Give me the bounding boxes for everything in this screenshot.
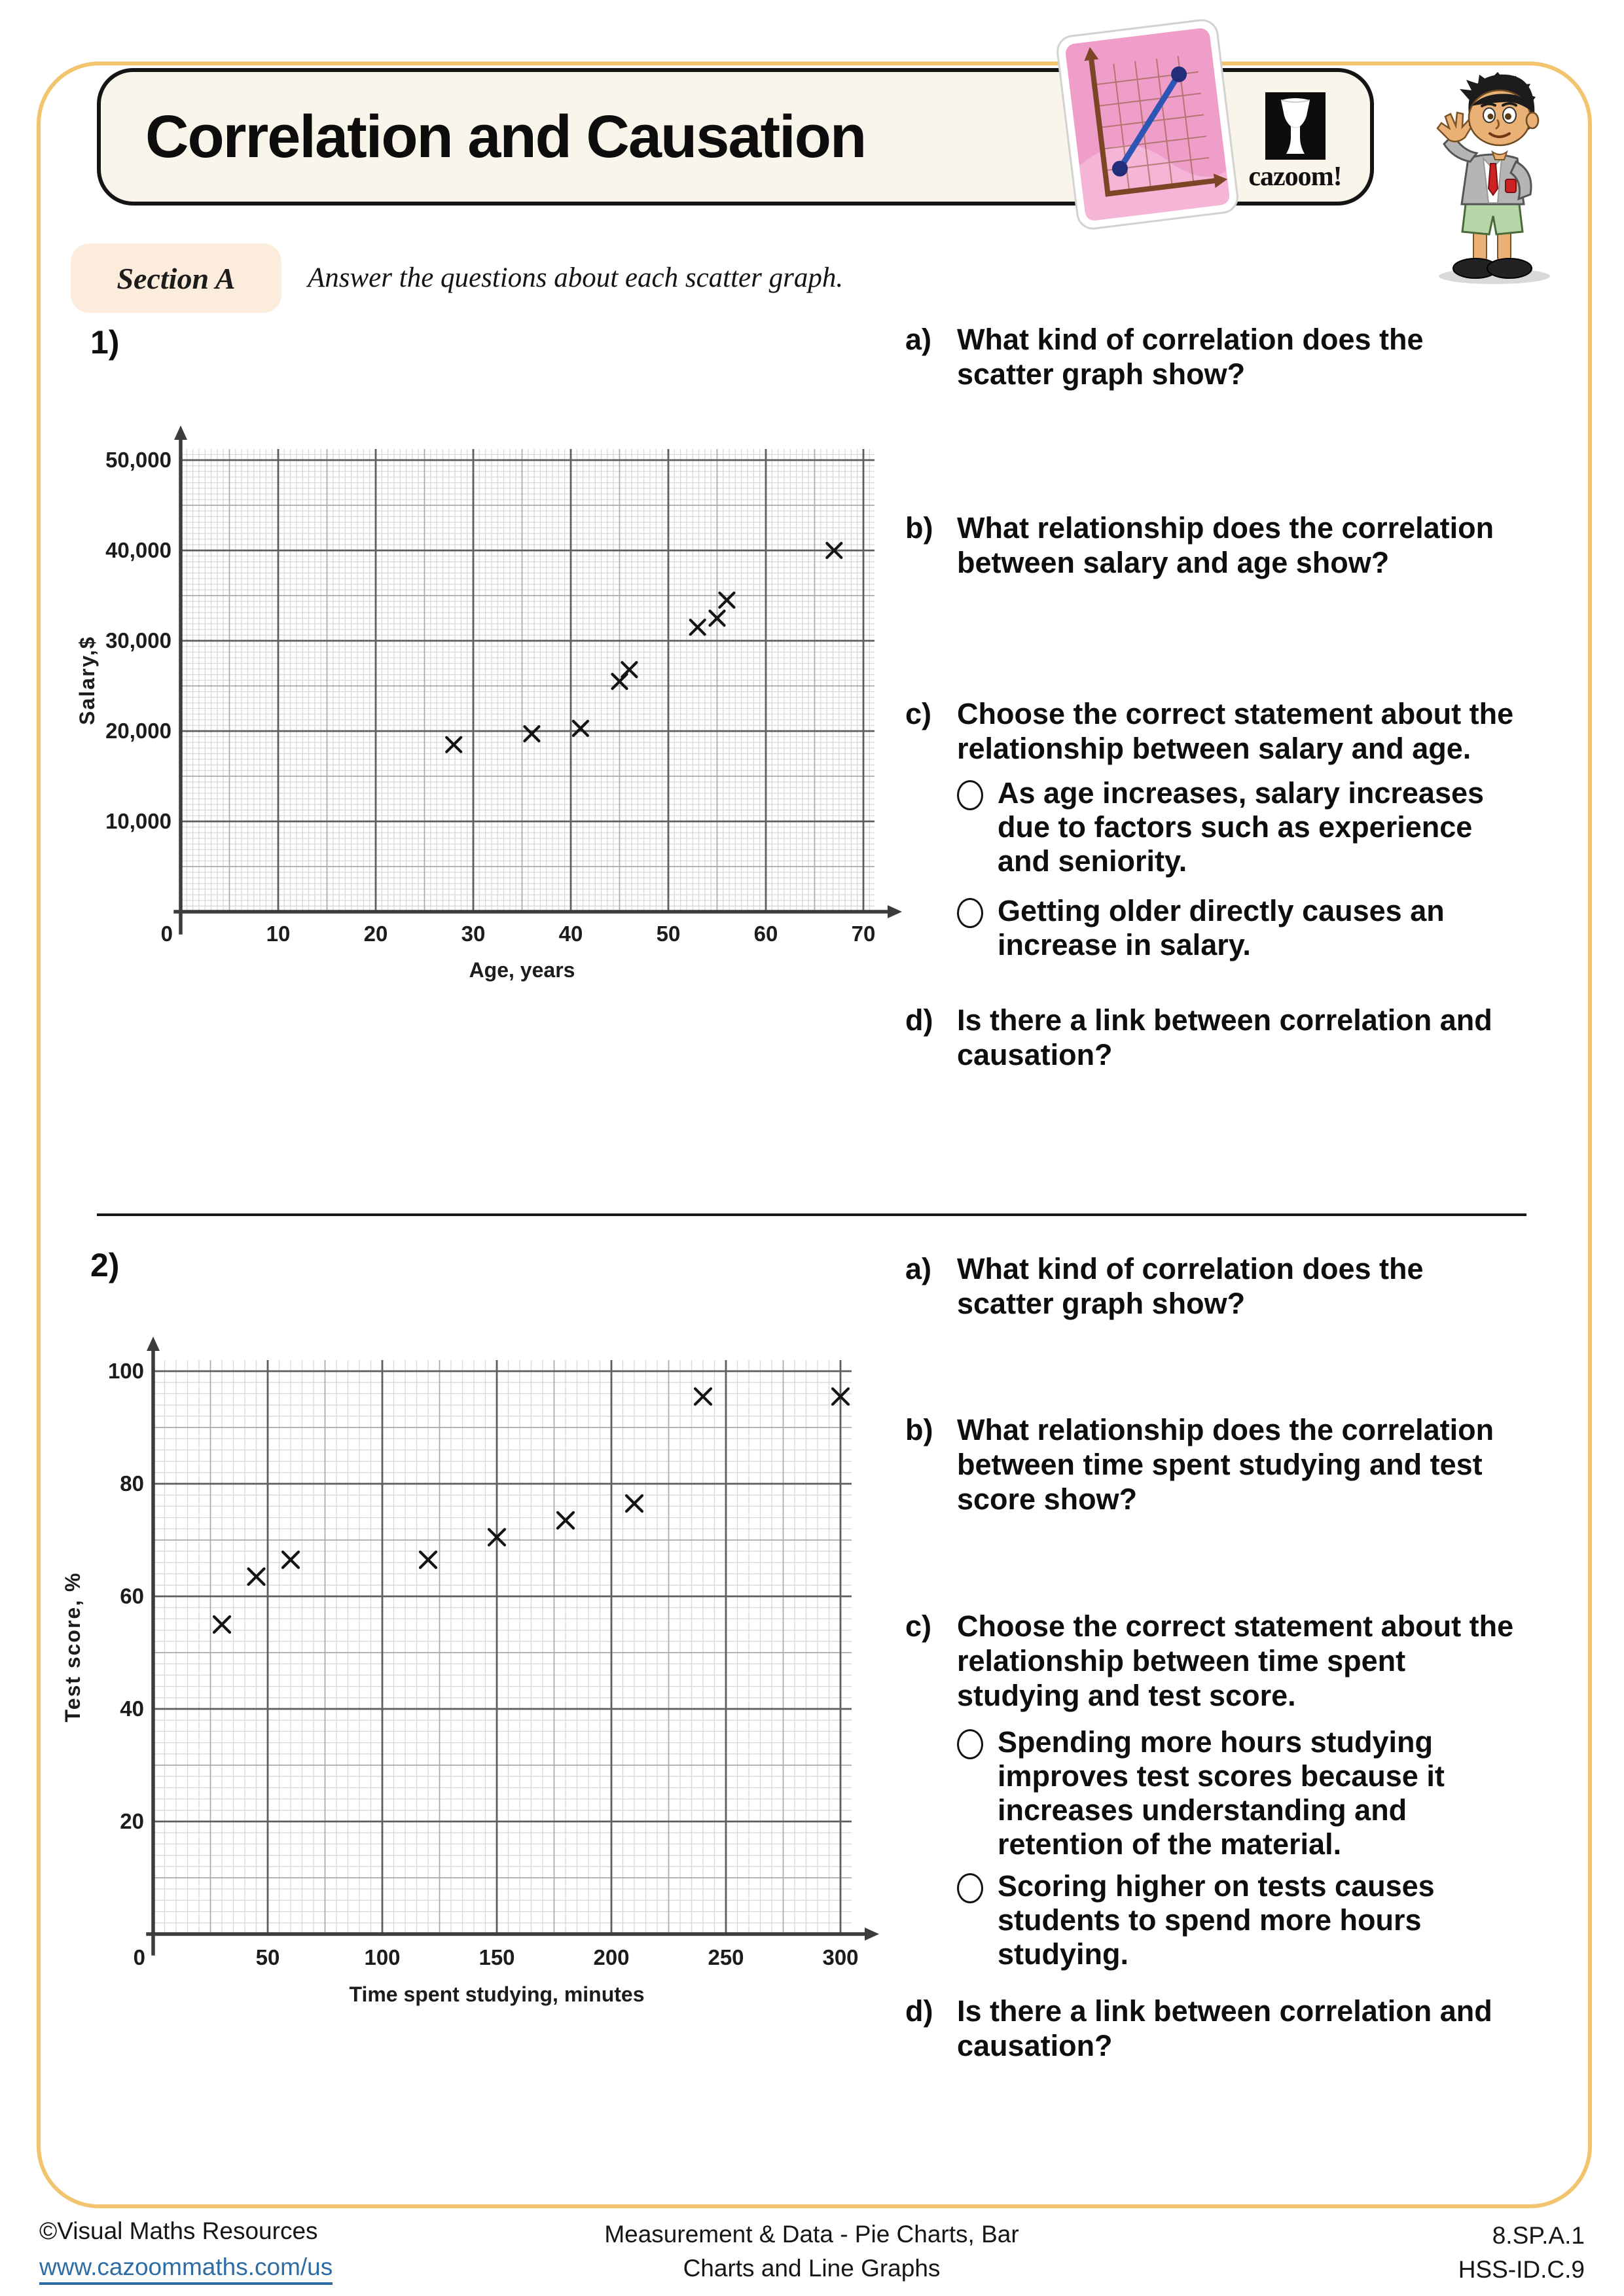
svg-text:100: 100: [364, 1945, 401, 1969]
radio-option[interactable]: [957, 780, 983, 810]
question-text: Is there a link between correlation and causation?: [957, 1994, 1492, 2062]
svg-text:60: 60: [120, 1584, 144, 1608]
section-divider: [97, 1213, 1526, 1216]
footer-standard-1: 8.SP.A.1: [1492, 2222, 1585, 2249]
section-a-label: Section A: [117, 261, 236, 295]
question-letter: b): [905, 511, 933, 545]
option-text: Spending more hours studying improves test scores because it increases understanding and retention of the material.: [998, 1725, 1445, 1861]
svg-text:40,000: 40,000: [105, 538, 171, 562]
cazoom-logo: [1235, 92, 1356, 192]
boy-character-illustration: [1406, 60, 1578, 286]
question-1b: [905, 511, 1521, 580]
footer-link[interactable]: www.cazoommaths.com/us: [39, 2253, 333, 2285]
option-text: As age increases, salary increases due to factors such as experience and seniority.: [998, 776, 1485, 878]
footer-standards: [1458, 2219, 1585, 2287]
option-2c-1: [957, 1725, 1491, 1861]
svg-text:Salary,$: Salary,$: [75, 636, 99, 725]
svg-text:30: 30: [461, 922, 486, 946]
question-2a: [905, 1251, 1521, 1321]
section-instruction: Answer the questions about each scatter graph.: [308, 262, 844, 293]
footer-standard-2: HSS-ID.C.9: [1458, 2256, 1585, 2283]
question-letter: a): [905, 1252, 932, 1285]
scatter-card-icon: [1055, 17, 1241, 232]
question-text: Choose the correct statement about the relationship between salary and age.: [957, 697, 1514, 765]
svg-text:20: 20: [363, 922, 388, 946]
section-a-badge: [71, 243, 281, 313]
question-1c: [905, 696, 1521, 766]
svg-text:20: 20: [120, 1809, 144, 1833]
radio-option[interactable]: [957, 1729, 983, 1759]
question-text: What relationship does the correlation between time spent studying and test score show?: [957, 1413, 1494, 1516]
svg-text:40: 40: [558, 922, 583, 946]
problem-2-number: 2): [90, 1247, 120, 1283]
scatter-graph-study-score: [39, 1329, 929, 2039]
svg-text:10,000: 10,000: [105, 809, 171, 833]
question-text: What relationship does the correlation between salary and age show?: [957, 511, 1494, 579]
question-2d: [905, 1994, 1521, 2063]
svg-text:50: 50: [656, 922, 681, 946]
cazoom-wordmark: cazoom!: [1248, 162, 1342, 192]
page-title: Correlation and Causation: [145, 103, 866, 170]
problem-1-number: 1): [90, 324, 120, 361]
question-letter: b): [905, 1413, 933, 1446]
question-1a: [905, 322, 1521, 391]
svg-text:0: 0: [160, 922, 173, 946]
option-text: Getting older directly causes an increase in salary.: [998, 894, 1445, 961]
svg-text:50: 50: [255, 1945, 280, 1969]
question-text: Choose the correct statement about the relationship between time spent studying and test score.: [957, 1609, 1514, 1712]
cazoom-drum-icon: [1265, 92, 1326, 160]
svg-text:Test score, %: Test score, %: [61, 1571, 84, 1723]
radio-option[interactable]: [957, 898, 983, 928]
footer-series: [484, 2217, 1139, 2286]
option-2c-2: [957, 1869, 1491, 1971]
svg-text:150: 150: [478, 1945, 515, 1969]
svg-text:20,000: 20,000: [105, 719, 171, 743]
svg-text:Time spent studying, minutes: Time spent studying, minutes: [349, 1982, 645, 2006]
svg-text:300: 300: [822, 1945, 859, 1969]
svg-text:60: 60: [753, 922, 778, 946]
svg-text:Age, years: Age, years: [469, 958, 575, 982]
question-letter: a): [905, 323, 932, 356]
question-2c: [905, 1609, 1521, 1713]
svg-text:200: 200: [593, 1945, 630, 1969]
radio-option[interactable]: [957, 1873, 983, 1903]
svg-text:0: 0: [133, 1945, 145, 1969]
scatter-graph-salary-age: [39, 406, 929, 1014]
svg-text:10: 10: [266, 922, 291, 946]
footer-series-line1: Measurement & Data - Pie Charts, Bar: [604, 2221, 1019, 2248]
question-text: Is there a link between correlation and causation?: [957, 1003, 1492, 1071]
question-text: What kind of correlation does the scatter graph show?: [957, 323, 1424, 391]
question-text: What kind of correlation does the scatter graph show?: [957, 1252, 1424, 1320]
option-text: Scoring higher on tests causes students to spend more hours studying.: [998, 1869, 1435, 1971]
question-letter: d): [905, 1994, 933, 2028]
question-letter: c): [905, 697, 932, 730]
question-letter: d): [905, 1003, 933, 1037]
svg-text:40: 40: [120, 1696, 144, 1721]
svg-text:100: 100: [107, 1359, 144, 1383]
footer-series-line2: Charts and Line Graphs: [683, 2255, 941, 2282]
option-1c-1: [957, 776, 1491, 878]
svg-text:80: 80: [120, 1471, 144, 1496]
svg-text:70: 70: [851, 922, 876, 946]
svg-text:250: 250: [708, 1945, 744, 1969]
question-1d: [905, 1003, 1521, 1072]
option-1c-2: [957, 894, 1491, 962]
question-letter: c): [905, 1609, 932, 1643]
footer-left: [39, 2217, 333, 2285]
footer-copyright: ©Visual Maths Resources: [39, 2217, 318, 2244]
svg-text:50,000: 50,000: [105, 448, 171, 472]
svg-text:30,000: 30,000: [105, 628, 171, 653]
question-2b: [905, 1412, 1521, 1516]
